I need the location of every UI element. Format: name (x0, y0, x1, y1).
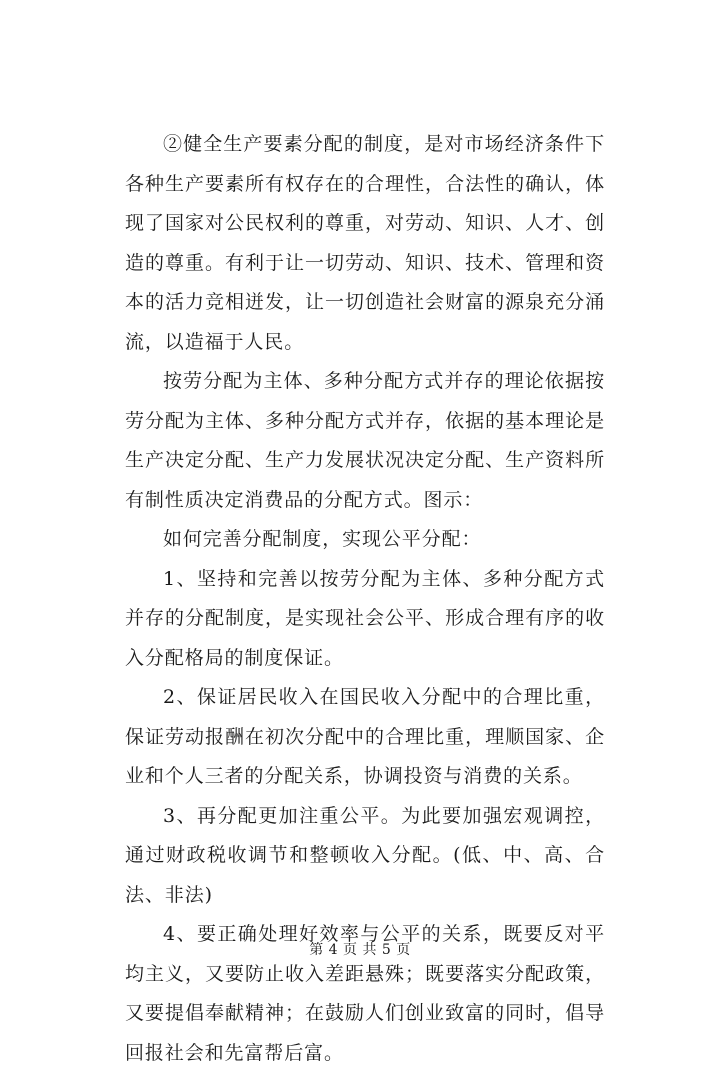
document-body (125, 125, 605, 1073)
paragraph-point-1: 1、坚持和完善以按劳分配为主体、多种分配方式并存的分配制度，是实现社会公平、形成合理有序的收入分配格局的制度保证。 (125, 567, 605, 669)
paragraph-point-3: 3、再分配更加注重公平。为此要加强宏观调控，通过财政税收调节和整顿收入分配。(低、中、高、合法、非法) (125, 804, 605, 906)
paragraph-point-4: 4、要正确处理好效率与公平的关系，既要反对平均主义，又要防止收入差距悬殊；既要落实分配政策，又要提倡奉献精神；在鼓励人们创业致富的同时，倡导回报社会和先富帮后富。 (125, 923, 605, 1064)
paragraph-theory-basis: 按劳分配为主体、多种分配方式并存的理论依据按劳分配为主体、多种分配方式并存，依据的基本理论是生产决定分配、生产力发展状况决定分配、生产资料所有制性质决定消费品的分配方式。图示： (125, 370, 605, 511)
paragraph-how-to-improve: 如何完善分配制度，实现公平分配： (163, 528, 482, 550)
paragraph-point-2: 2、保证居民收入在国民收入分配中的合理比重，保证劳动报酬在初次分配中的合理比重，理顺国家、企业和个人三者的分配关系，协调投资与消费的关系。 (125, 686, 605, 787)
page-number-footer: 第 4 页 共 5 页 (309, 942, 411, 958)
paragraph-production-factors: ②健全生产要素分配的制度，是对市场经济条件下各种生产要素所有权存在的合理性，合法性的确认，体现了国家对公民权利的尊重，对劳动、知识、人才、创造的尊重。有利于让一切劳动、知识、技术、管理和资本的活力竞相迸发，让一切创造社会财富的源泉充分涌流，以造福于人民。 (125, 133, 605, 353)
